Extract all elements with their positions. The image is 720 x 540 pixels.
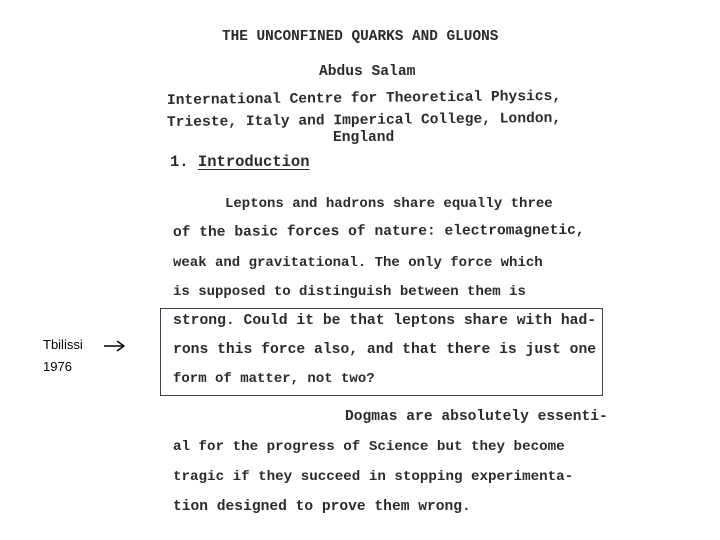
- paragraph2-line-1: Dogmas are absolutely essenti-: [345, 409, 608, 425]
- paragraph1-line-3: weak and gravitational. The only force which: [173, 255, 543, 271]
- affiliation-line-2: Trieste, Italy and Imperical College, London,: [166, 110, 562, 131]
- affiliation-line-3: England: [333, 130, 395, 146]
- paragraph2-line-4: tion designed to prove them wrong.: [173, 499, 471, 515]
- annotation-year: 1976: [43, 359, 72, 374]
- paragraph2-line-2: al for the progress of Science but they become: [173, 439, 565, 455]
- affiliation-line-1: International Centre for Theoretical Physics,: [166, 88, 562, 109]
- document-title: THE UNCONFINED QUARKS AND GLUONS: [222, 29, 499, 45]
- section-title: Introduction: [197, 153, 310, 171]
- author-name: Abdus Salam: [319, 64, 416, 80]
- paragraph1-line-4: is supposed to distinguish between them is: [173, 284, 526, 300]
- paragraph2-line-3: tragic if they succeed in stopping experimenta-: [173, 469, 574, 485]
- paragraph1-line-1: Leptons and hadrons share equally three: [225, 196, 553, 212]
- paragraph1-line-2: of the basic forces of nature: electromagnetic,: [172, 222, 585, 241]
- section-heading: [170, 153, 310, 171]
- right-arrow-icon: [102, 339, 128, 353]
- annotation-place: Tbilissi: [43, 337, 83, 352]
- highlight-box: [160, 308, 603, 396]
- section-number: 1.: [170, 153, 189, 171]
- paragraph1-line-6: rons this force also, and that there is just one: [173, 342, 597, 358]
- paragraph1-line-7: form of matter, not two?: [173, 371, 375, 387]
- paragraph1-line-5: strong. Could it be that leptons share with had-: [173, 313, 597, 329]
